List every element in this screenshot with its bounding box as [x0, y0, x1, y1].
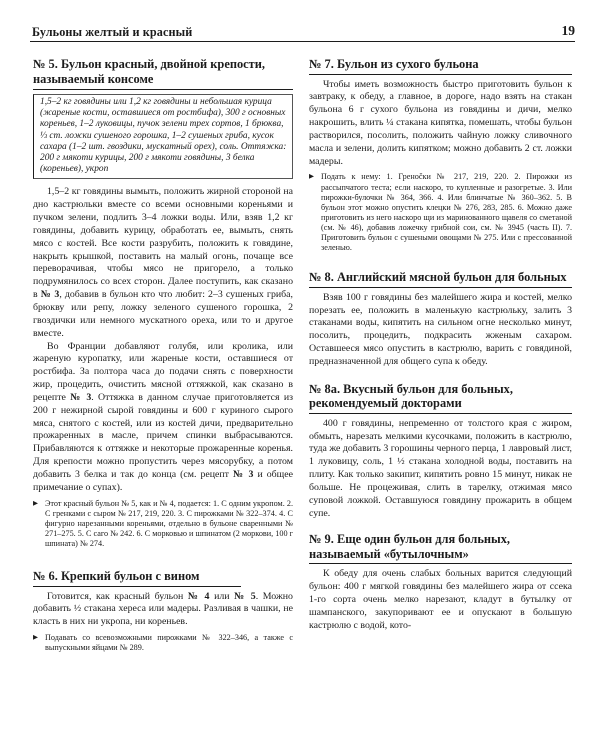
recipe-6-p1-ref2: № 5	[234, 590, 256, 602]
recipe-6-p1-tail: . Можно добавить ½ стакана хереса или мадеры. Разливая в чашки, не класть в них ни укропа, ни кореньев.	[33, 590, 293, 628]
recipe-5-p2-ref2: № 3	[233, 468, 254, 480]
recipe-5-rule	[33, 89, 293, 90]
recipe-8-title: № 8. Английский мясной бульон для больных	[309, 270, 567, 285]
recipe-6-p1-text: Готовится, как красный бульон	[47, 590, 184, 602]
recipe-7-note-text: Подать к нему: 1. Гренočки № 217, 219, 220. 2. Пирожки из рассыпчатого теста; если наскоро, то купленные и разогретые. 3. Или пирожки-булочки № 364, 366. 4. Или блинчатые № 360–362. 5. В бульон этот можно опустить клецки № 276, 283, 285. 6. Можно даже приготовить из него наскоро щи из маринованного щавеля со сметаной (см. № 46), добавив ложечку грибной сои, см. № 3945 (часть II). 7. Приготовить бульон с сушеными овощами № 275. Или с прессованной зеленью.	[321, 172, 572, 253]
recipe-5-serving-note	[33, 499, 293, 549]
recipe-6-p1-ref: № 4	[187, 590, 210, 602]
recipe-5-p2-ref: № 3	[70, 391, 92, 403]
recipe-6-p1-or: или	[214, 590, 230, 602]
page-number: 19	[561, 23, 575, 38]
recipe-5-p1-tail: , добавив в бульон кто что любит: 2–3 сушеных гриба, брюкву или репу, ложку зеленого сушеного горошка, 2 гвоздички или немного мускатного ореха, или то и другое вместе.	[33, 289, 293, 339]
recipe-5-p1-ref: № 3	[40, 289, 60, 301]
recipe-5-p1-text: 1,5–2 кг говядины вымыть, положить жирной стороной на дно кастрюльки вместе со всеми основными кореньями и пучком зелени, подлить 3–4 ложки воды. Или, взяв 1,2 кг говядины, добавить курицу, обработать ее, вымыть, снять мясо с костей. Все кости разрубить, положить к говядине, накрыть крышкой, поставить на малый огонь, почаще все переворачивая, чтобы мясо не пригорело, а только подрумянилось со всех сторон. Далее поступить, как сказано в	[33, 186, 293, 301]
recipe-8a-paragraph: 400 г говядины, непременно от толстого края с жиром, обмыть, нарезать мелкими кусочками, положить в кастрюлю, туда же добавить 3 горошины черного перца, 1 лавровый лист, 1 луковицу, соль, 1 ½ стакана холодной воды, поставить на плиту. Как только закипит, кипятить ровно 15 минут, никак не больше. Не процеживая, слить в тарелку, отжимая мясо суповой ложкой. Оставшуюся говядину прожарить в общем супе.	[309, 417, 572, 519]
pointer-icon: ▶	[309, 173, 314, 181]
recipe-6-serving-note	[33, 633, 293, 653]
recipe-5-paragraph-2	[33, 341, 293, 495]
recipe-5-p2-tail: . Оттяжка в данном случае приготовляется из 200 г нежирной сырой говядины и 600 г куриного сырого мяса, снятого с костей, или из костей дичи, предварительно прожаренных в масле, причем спинки выбрасываются. Прибавляются к оттяжке и некоторые прожаренные коренья. Для крепости можно пропустить через мясорубку, а потом добавить 3 белка и так до конца (см. рецепт	[33, 391, 293, 480]
left-column	[33, 57, 293, 653]
right-column	[309, 57, 572, 633]
recipe-8a-title: № 8а. Вкусный бульон для больных, рекомендуемый докторами	[309, 381, 513, 411]
recipe-5-note-text: Этот красный бульон № 5, как и № 4, подается: 1. С одним укропом. 2. С гренками с сыром № 217, 219, 220. 3. С пирожками № 322–374. 4. С фигурно нарезанными кореньями, отдельно в бульоне сваренными № 271–275. 5. С саго № 242. 6. С морковью и шпинатом (2 моркови, 100 г шпината) № 274.	[45, 498, 293, 549]
recipe-5-title-text: № 5. Бульон красный, двойной крепости, называемый консоме	[33, 57, 265, 86]
recipe-9-paragraph: К обеду для очень слабых больных варится следующий бульон: 400 г мягкой говядины без малейшего жира от ссека 1-го сорта очень мелко нарезают, кладут в бутылку от шампанского, закупоривают ее и опускают в большую кастрюлю с водой, кото-	[309, 568, 572, 631]
recipe-6-note-text: Подавать со всевозможными пирожками № 322–346, а также с выпускными яйцами № 289.	[45, 633, 293, 653]
page-header	[30, 0, 575, 41]
header-rule	[30, 41, 575, 42]
recipe-9-title: № 9. Еще один бульон для больных, называемый «бутылочным»	[309, 532, 510, 561]
recipe-5-p2-text: Во Франции добавляют голубя, или кролика, или жареную куропатку, или жареные кости, оставшиеся от ростбифа. За полтора часа до подачи снять с поверхности жир, процедить, очистить мясной оттяжкой, как сказано в рецепте	[33, 340, 293, 403]
recipe-5-title	[33, 57, 293, 86]
recipe-6-paragraph	[33, 591, 293, 630]
recipe-8-paragraph: Взяв 100 г говядины без малейшего жира и костей, мелко порезать ее, положить в маленькую кастрюльку, залить 3 стаканами воды, кипятить на сильном огне несколько минут, посолить, процедить, подкрасить жженым сахаром. Оставшееся мясо опустить в кастрюлю, варить с говядиной, предназначенной для общего супа к обеду.	[309, 291, 572, 367]
recipe-5-p2-end: и общее примечание о супах).	[33, 468, 293, 493]
recipe-5-paragraph-1	[33, 186, 293, 340]
recipe-7-paragraph: Чтобы иметь возможность быстро приготовить бульон к завтраку, к обеду, а главное, в дороге, надо взять на стакан бульона 6 г сухого бульона из говядины и дичи, мелко накрошить, влить ¼ стакана кипятка, помешать, чтобы бульон растворился, посолить, положить чайную ложку сливочного масла и зелени, долить кипятком; можно добавить 2 ст. ложки мадеры.	[309, 78, 572, 167]
pointer-icon: ▶	[33, 499, 38, 507]
recipe-7-serving-note	[309, 172, 572, 253]
pointer-icon: ▶	[33, 634, 38, 642]
recipe-7-title: № 7. Бульон из сухого бульона	[309, 57, 479, 71]
recipe-5-ingredients: 1,5–2 кг говядины или 1,2 кг говядины и небольшая курица (жареные кости, оставшиеся от ростбифа), 300 г основных кореньев, 1–2 луковицы, пучок зелени трех сортов, 1 брюква, ⅓ ст. ложки сушеного горошка, 1–2 сушеных гриба, кусок сахара (1–2 шт. гвоздики, мускатный орех), соль. Оттяжка: 200 г мякоти курицы, 200 г мякоти говядины, 3 белка (кореньев), укроп	[33, 94, 293, 179]
recipe-6-title: № 6. Крепкий бульон с вином	[33, 569, 200, 584]
running-title: Бульоны желтый и красный	[32, 25, 193, 39]
